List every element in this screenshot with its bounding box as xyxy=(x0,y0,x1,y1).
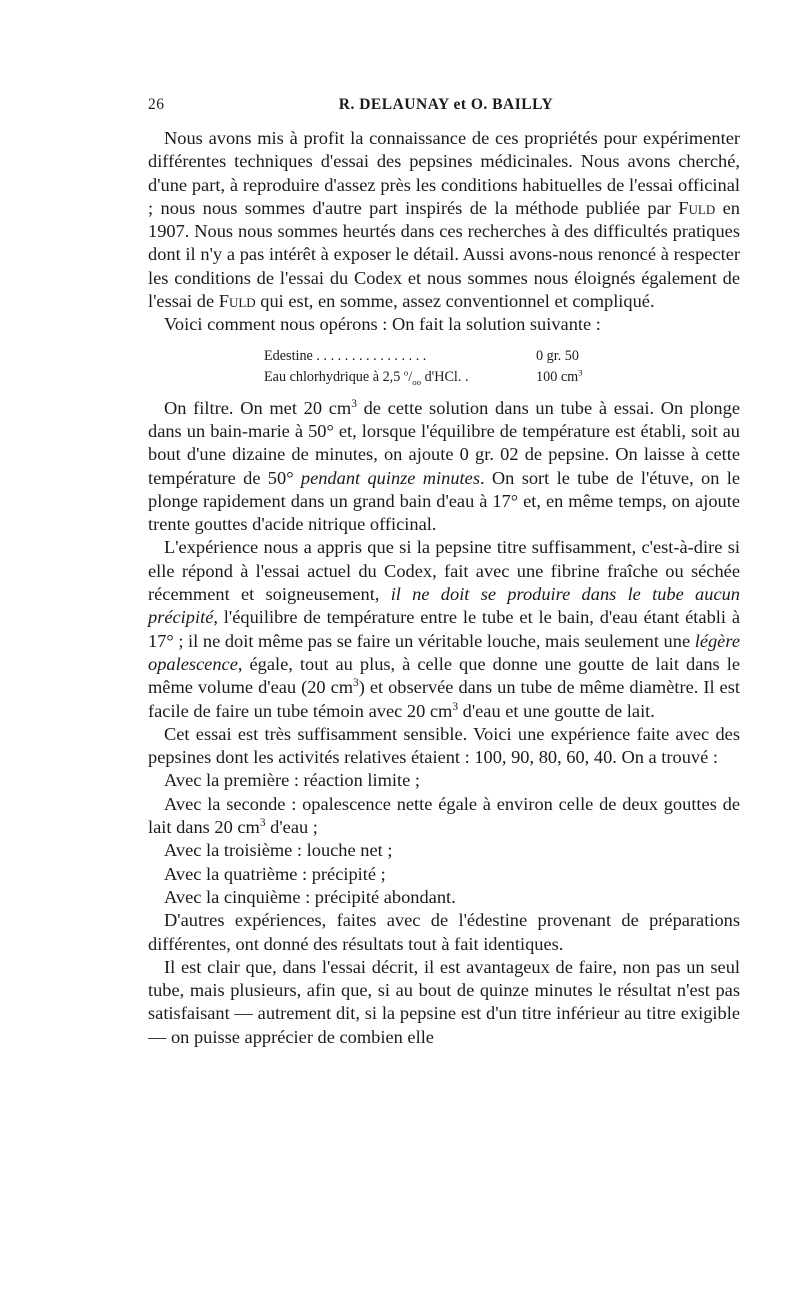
p1-text-b: en 1907. Nous nous sommes heurtés dans ces recherches à des difficultés pratiques dont il n'y a pas intérêt à exposer le détail. Aussi avons-nous renoncé à respecter les conditions de l'essai du Codex et nous sommes nous éloignés également de l'essai de xyxy=(148,197,740,312)
recipe-amount: 0 gr. 50 xyxy=(536,347,579,364)
recipe-table xyxy=(264,346,644,388)
author-name-fuld: Fuld xyxy=(678,197,716,218)
paragraph-1 xyxy=(148,127,740,313)
body-text xyxy=(148,127,740,1049)
result-line-2: Avec la seconde : opalescence nette égale à environ celle de deux gouttes de lait dans 20 $cm^3$ d'eau ; xyxy=(148,793,740,838)
paragraph-12: Il est clair que, dans l'essai décrit, il est avantageux de faire, non pas un seul tube, mais plusieurs, afin que, si au bout de quinze minutes le résultat n'est pas satisfaisant — autrement dit, si la pepsine est d'un titre inférieur au titre exigible — on puisse apprécier de combien elle xyxy=(148,956,740,1047)
recipe-row xyxy=(264,367,644,388)
result-line-1: Avec la première : réaction limite ; xyxy=(164,770,420,791)
italic-phrase: légère opalescence xyxy=(148,630,740,674)
paragraph-5: Cet essai est très suffisamment sensible. Voici une expérience faite avec des pepsines dont les activités relatives étaient : 100, 90, 80, 60, 40. On a trouvé : xyxy=(148,723,740,768)
result-line-5: Avec la cinquième : précipité abondant. xyxy=(164,886,456,907)
recipe-row xyxy=(264,346,644,367)
result-line-3: Avec la troisième : louche net ; xyxy=(164,840,393,861)
author-name-fuld: Fuld xyxy=(218,291,256,312)
result-line-4: Avec la quatrième : précipité ; xyxy=(164,863,386,884)
running-title: R. DELAUNAY et O. BAILLY xyxy=(338,96,554,113)
p1-text-a: Nous avons mis à profit la connaissance de ces propriétés pour expérimenter différentes techniques d'essai des pepsines médicinales. Nous avons cherché, d'une part, à reproduire d'assez près les conditions habituelles de l'essai officinal ; nous nous sommes d'autre part inspirés de la méthode publiée par xyxy=(148,128,740,218)
p1-text-c: qui est, en somme, assez conventionnel et compliqué. xyxy=(255,291,655,312)
paragraph-3: On filtre. On met 20 $cm^3$ de cette solution dans un tube à essai. On plonge dans un bain-marie à 50° et, lorsque l'équilibre de température est établi, soit au bout d'une dizaine de minutes, on ajoute 0 gr. 02 de pepsine. On laisse à cette température de 50° pendant quinze minutes. On sort le tube de l'étuve, on le plonge rapidement dans un grand bain d'eau à 17° et, en même temps, on ajoute trente gouttes d'acide nitrique officinal. xyxy=(148,397,740,535)
recipe-ingredient: Edestine . . . . . . . . . . . . . . . . xyxy=(264,347,427,364)
recipe-amount: 100 $cm^3$ xyxy=(536,366,583,385)
page-header xyxy=(148,96,744,120)
italic-phrase: il ne doit se produire dans le tube aucun précipité xyxy=(148,584,740,628)
paragraph-11: D'autres expériences, faites avec de l'édestine provenant de préparations différentes, ont donné des résultats tout à fait identiques. xyxy=(148,910,740,954)
italic-phrase: pendant quinze minutes xyxy=(300,467,480,488)
paragraph-4: L'expérience nous a appris que si la pepsine titre suffisamment, c'est-à-dire si elle répond à l'essai actuel du Codex, fait avec une fibrine fraîche ou séchée récemment et soigneusement, il ne doit se produire dans le tube aucun précipité, l'équilibre de température entre le tube et le bain, d'eau étant établi à 17° ; il ne doit même pas se faire un véritable louche, mais seulement une légère opalescence, égale, tout au plus, à celle que donne une goutte de lait dans le même volume d'eau (20 $cm^3$) et observée dans un tube de même diamètre. Il est facile de faire un tube témoin avec 20 $cm^3$ d'eau et une goutte de lait. xyxy=(148,537,740,721)
page-number: 26 xyxy=(148,96,165,113)
recipe-ingredient: Eau chlorhydrique à 2,5 $^o/_{oo}$ d'HCl. . xyxy=(264,366,469,387)
paragraph-2: Voici comment nous opérons : On fait la solution suivante : xyxy=(164,314,601,335)
